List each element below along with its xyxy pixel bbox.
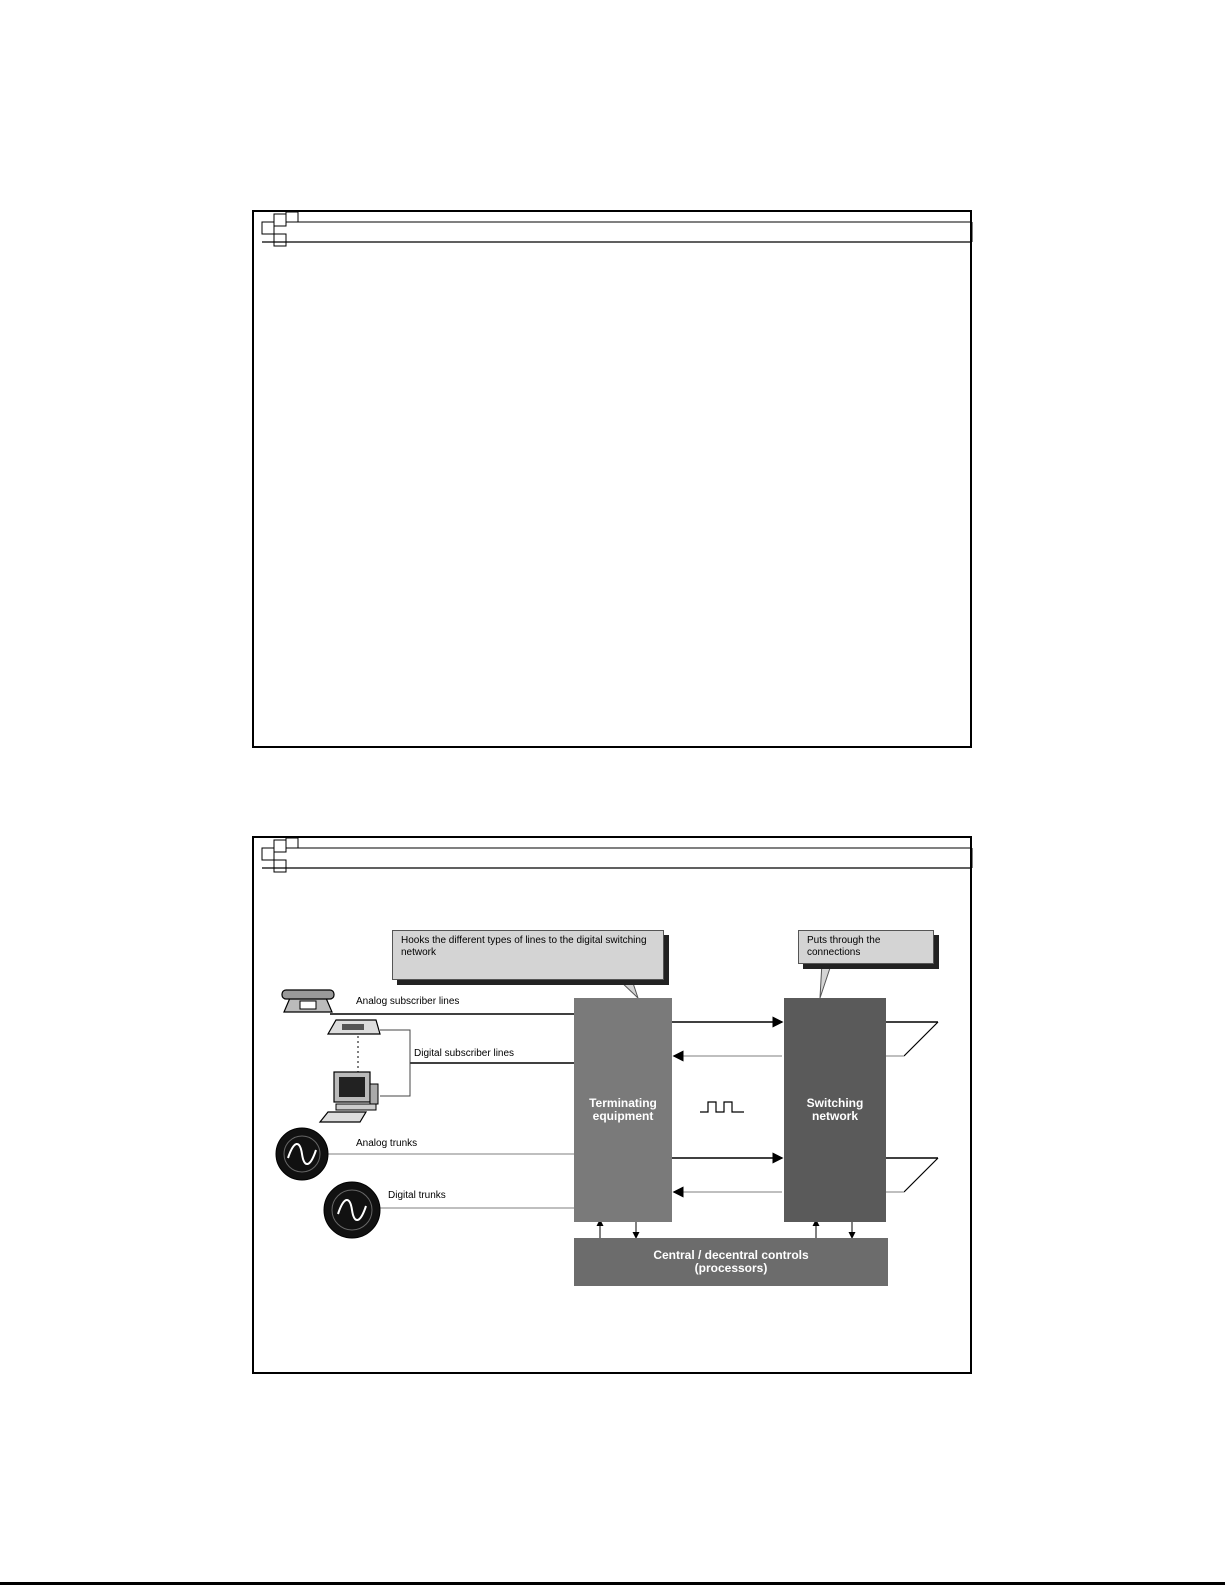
terminating-label-2: equipment [592, 1109, 654, 1123]
analog-trunks-label: Analog trunks [356, 1138, 418, 1149]
analog-subscriber-label: Analog subscriber lines [356, 996, 460, 1007]
terminating-equipment-block [574, 998, 672, 1222]
control-label-2: (processors) [694, 1261, 768, 1275]
switching-callout [798, 930, 934, 964]
terminating-callout-text: Hooks the different types of lines to the digital switching network [401, 935, 647, 958]
digital-trunk-icon [322, 1180, 382, 1240]
switching-network-block [784, 998, 886, 1222]
digital-subscriber-label: Digital subscriber lines [414, 1048, 515, 1059]
switching-label-1: Switching [806, 1096, 864, 1110]
switching-callout-text: Puts through the connections [807, 935, 881, 958]
isdn-phone-icon [324, 1016, 382, 1038]
corner-ornament-icon [254, 212, 974, 262]
slide-1-frame [252, 210, 972, 748]
control-label-1: Central / decentral controls [653, 1248, 809, 1262]
terminating-callout [392, 930, 664, 980]
digital-trunks-label: Digital trunks [388, 1190, 446, 1201]
control-block [574, 1238, 888, 1286]
slide-2-frame [252, 836, 972, 1374]
computer-icon [316, 1070, 386, 1126]
telephone-icon [280, 984, 336, 1016]
digital-pulse-icon [700, 1100, 748, 1116]
terminating-label-1: Terminating [589, 1096, 657, 1110]
analog-trunk-icon [274, 1126, 330, 1182]
switching-label-2: network [811, 1109, 858, 1123]
